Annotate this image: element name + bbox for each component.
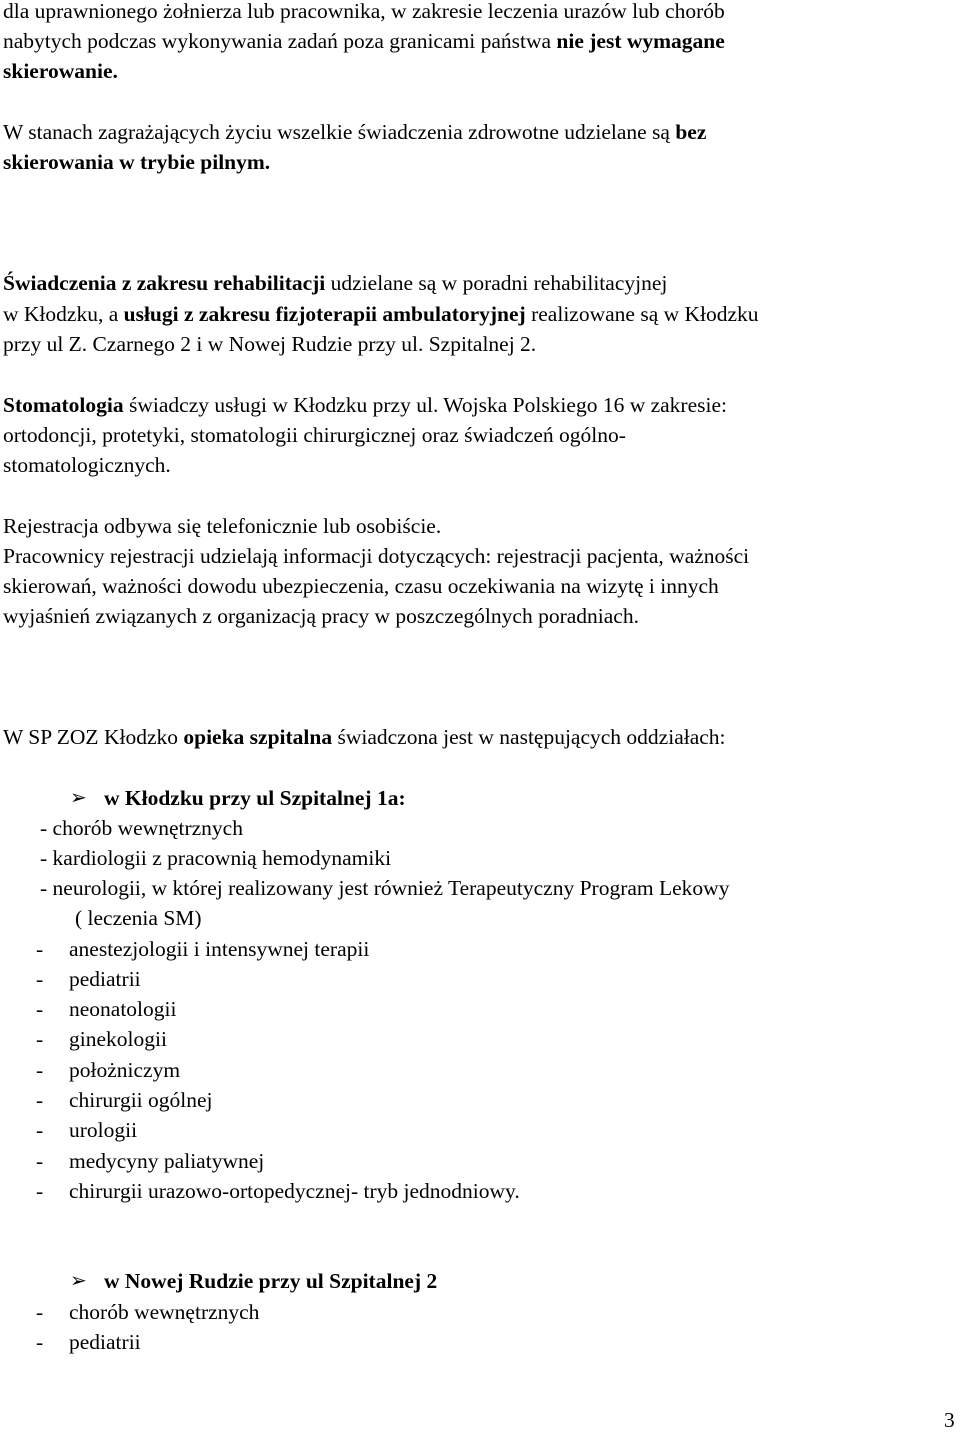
intro-line-2 <box>3 26 725 56</box>
list-item-text: ginekologii <box>69 1027 167 1051</box>
list-item: - neurologii, w której realizowany jest również Terapeutyczny Program Lekowy <box>40 876 730 900</box>
list-item-text: położniczym <box>69 1058 181 1082</box>
list-item-text: chorób wewnętrznych <box>69 1300 260 1324</box>
rehab-line-1 <box>3 268 667 298</box>
intro-bold-text-cont: skierowanie. <box>3 59 118 83</box>
list-item-text: chirurgii ogólnej <box>69 1088 213 1112</box>
dent-bold-text: Stomatologia <box>3 393 124 417</box>
physio-bold-text: usługi z zakresu fizjoterapii ambulatoryjnej <box>123 302 526 326</box>
hospital-bold-text: opieka szpitalna <box>183 725 333 749</box>
dash-marker: - <box>36 1179 44 1203</box>
dent-line-3: stomatologicznych. <box>3 453 171 477</box>
emergency-bold-text: bez <box>675 120 707 144</box>
dash-marker: - <box>36 1330 44 1354</box>
dash-marker: - <box>36 967 44 991</box>
arrow-bullet-icon: ➢ <box>70 1270 87 1292</box>
emergency-line-1 <box>3 117 706 147</box>
registration-line-4: wyjaśnień związanych z organizacją pracy w poszczególnych poradniach. <box>3 604 639 628</box>
intro-line-3 <box>3 56 118 86</box>
section-nowa-ruda-title: w Nowej Rudzie przy ul Szpitalnej 2 <box>104 1269 438 1293</box>
list-item-text: medycyny paliatywnej <box>69 1149 265 1173</box>
dash-marker: - <box>36 1058 44 1082</box>
hospital-intro-end: świadczona jest w następujących oddziałach: <box>332 725 726 749</box>
emergency-text: W stanach zagrażających życiu wszelkie świadczenia zdrowotne udzielane są <box>3 120 676 144</box>
rehab-bold-text: Świadczenia z zakresu rehabilitacji <box>3 271 326 295</box>
rehab-line-2-start: w Kłodzku, a <box>3 302 124 326</box>
dent-line-1 <box>3 390 727 420</box>
dash-marker: - <box>36 1118 44 1142</box>
list-item-text: anestezjologii i intensywnej terapii <box>69 937 370 961</box>
dash-marker: - <box>36 1300 44 1324</box>
list-item: - kardiologii z pracownią hemodynamiki <box>40 846 392 870</box>
list-item-text: pediatrii <box>69 967 141 991</box>
dash-marker: - <box>36 937 44 961</box>
hospital-intro <box>3 722 726 752</box>
arrow-bullet-icon: ➢ <box>70 787 87 809</box>
emergency-line-2 <box>3 147 270 177</box>
rehab-line-2 <box>3 299 759 329</box>
dash-marker: - <box>36 1027 44 1051</box>
rehab-line-2-end: realizowane są w Kłodzku <box>525 302 759 326</box>
list-item-continuation: ( leczenia SM) <box>75 906 202 930</box>
dash-marker: - <box>36 1088 44 1112</box>
dent-line-2: ortodoncji, protetyki, stomatologii chirurgicznej oraz świadczeń ogólno- <box>3 423 626 447</box>
registration-line-1: Rejestracja odbywa się telefonicznie lub osobiście. <box>3 514 442 538</box>
list-item-text: chirurgii urazowo-ortopedycznej- tryb jednodniowy. <box>69 1179 520 1203</box>
registration-line-2: Pracownicy rejestracji udzielają informacji dotyczących: rejestracji pacjenta, ważności <box>3 544 750 568</box>
hospital-intro-start: W SP ZOZ Kłodzko <box>3 725 184 749</box>
page-number: 3 <box>944 1408 955 1432</box>
list-item-text: neonatologii <box>69 997 177 1021</box>
dash-marker: - <box>36 997 44 1021</box>
dash-marker: - <box>36 1149 44 1173</box>
list-item-text: urologii <box>69 1118 138 1142</box>
rehab-text: udzielane są w poradni rehabilitacyjnej <box>325 271 668 295</box>
intro-bold-text: nie jest wymagane <box>556 29 725 53</box>
section-klodzko-title: w Kłodzku przy ul Szpitalnej 1a: <box>104 786 406 810</box>
list-item-text: pediatrii <box>69 1330 141 1354</box>
list-item: - chorób wewnętrznych <box>40 816 243 840</box>
emergency-bold-text-cont: skierowania w trybie pilnym. <box>3 150 271 174</box>
rehab-line-3: przy ul Z. Czarnego 2 i w Nowej Rudzie przy ul. Szpitalnej 2. <box>3 332 537 356</box>
dent-text: świadczy usługi w Kłodzku przy ul. Wojska Polskiego 16 w zakresie: <box>123 393 727 417</box>
intro-line-2-text: nabytych podczas wykonywania zadań poza granicami państwa <box>3 29 557 53</box>
registration-line-3: skierowań, ważności dowodu ubezpieczenia, czasu oczekiwania na wizytę i innych <box>3 574 719 598</box>
intro-line-1: dla uprawnionego żołnierza lub pracownika, w zakresie leczenia urazów lub chorób <box>3 0 725 23</box>
